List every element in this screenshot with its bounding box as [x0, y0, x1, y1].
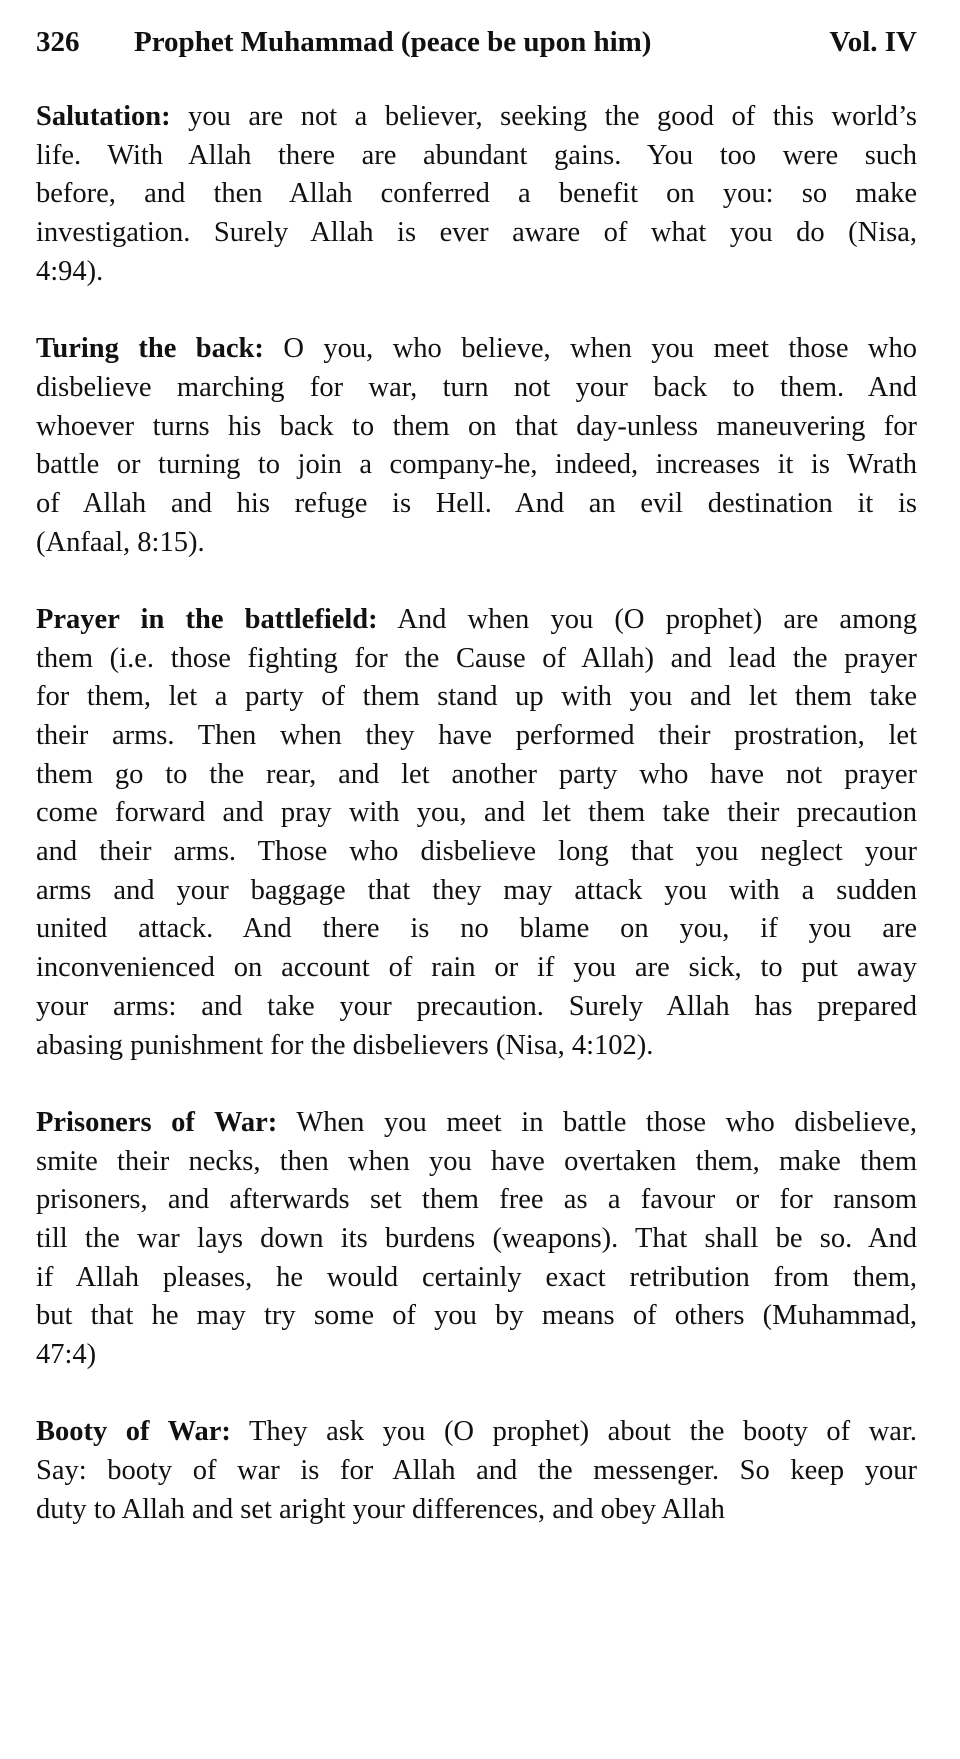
- text-line: [36, 253, 917, 292]
- paragraph-heading: Prayer in the battlefield:: [36, 603, 378, 635]
- line-text: O you, who believe, when you meet those who: [263, 333, 918, 365]
- text-line: [36, 408, 917, 447]
- line-text: whoever turns his back to them on that day-unless maneuvering for: [36, 410, 917, 442]
- text-line: [36, 756, 917, 795]
- line-text: disbelieve marching for war, turn not your back to them. And: [36, 371, 917, 403]
- line-text: (Anfaal, 8:15).: [36, 526, 205, 558]
- page-number: 326: [36, 26, 80, 58]
- text-line: [36, 175, 917, 214]
- paragraph: [36, 601, 917, 1065]
- text-line: [36, 949, 917, 988]
- line-text: duty to Allah and set aright your differences, and obey Allah: [36, 1493, 725, 1525]
- line-text: till the war lays down its burdens (weapons). That shall be so. And: [36, 1222, 917, 1254]
- text-line: [36, 524, 917, 563]
- paragraph-heading: Salutation:: [36, 101, 171, 132]
- volume-label: Vol. IV: [829, 26, 917, 58]
- line-text: smite their necks, then when you have overtaken them, make them: [36, 1145, 917, 1177]
- line-text: inconvenienced on account of rain or if you are sick, to put away: [36, 952, 917, 984]
- text-line: [36, 910, 917, 949]
- line-text: come forward and pray with you, and let them take their precaution: [36, 797, 917, 829]
- text-line: [36, 1452, 917, 1491]
- text-line: [36, 98, 917, 137]
- line-text: you are not a believer, seeking the good of this world’s: [170, 101, 917, 132]
- text-line: [36, 1181, 917, 1220]
- text-line: [36, 794, 917, 833]
- paragraph-heading: Turing the back:: [36, 333, 264, 365]
- running-header: [36, 26, 917, 66]
- line-text: and their arms. Those who disbelieve long that you neglect your: [36, 836, 917, 868]
- line-text: united attack. And there is no blame on you, if you are: [36, 913, 917, 945]
- line-text: but that he may try some of you by means of others (Muhammad,: [36, 1300, 917, 1332]
- text-line: [36, 872, 917, 911]
- text-line: [36, 1336, 917, 1375]
- line-text: if Allah pleases, he would certainly exact retribution from them,: [36, 1261, 917, 1293]
- paragraph: [36, 330, 917, 562]
- text-line: [36, 1259, 917, 1298]
- text-line: [36, 369, 917, 408]
- line-text: And when you (O prophet) are among: [377, 603, 917, 635]
- line-text: 4:94).: [36, 255, 104, 287]
- text-line: [36, 214, 917, 253]
- text-line: [36, 137, 917, 176]
- line-text: arms and your baggage that they may attack you with a sudden: [36, 874, 917, 906]
- text-line: [36, 678, 917, 717]
- text-line: [36, 1027, 917, 1066]
- text-line: [36, 717, 917, 756]
- paragraph: [36, 1104, 917, 1375]
- text-line: [36, 485, 917, 524]
- line-text: battle or turning to join a company-he, indeed, increases it is Wrath: [36, 449, 917, 481]
- line-text: of Allah and his refuge is Hell. And an evil destination it is: [36, 487, 917, 519]
- paragraph: [36, 98, 917, 291]
- line-text: for them, let a party of them stand up with you and let them take: [36, 681, 917, 713]
- running-title: Prophet Muhammad (peace be upon him): [134, 26, 652, 58]
- paragraph-heading: Booty of War:: [36, 1416, 231, 1448]
- line-text: life. With Allah there are abundant gains. You too were such: [36, 139, 917, 171]
- text-line: [36, 1297, 917, 1336]
- text-line: [36, 640, 917, 679]
- text-line: [36, 833, 917, 872]
- text-line: [36, 988, 917, 1027]
- line-text: When you meet in battle those who disbelieve,: [277, 1106, 917, 1138]
- text-line: [36, 601, 917, 640]
- text-line: [36, 1413, 917, 1452]
- line-text: them (i.e. those fighting for the Cause of Allah) and lead the prayer: [36, 642, 917, 674]
- text-line: [36, 1104, 917, 1143]
- paragraph-heading: Prisoners of War:: [36, 1106, 278, 1138]
- line-text: prisoners, and afterwards set them free as a favour or for ransom: [36, 1184, 917, 1216]
- text-line: [36, 330, 917, 369]
- line-text: them go to the rear, and let another party who have not prayer: [36, 758, 917, 790]
- text-line: [36, 446, 917, 485]
- line-text: their arms. Then when they have performed their prostration, let: [36, 720, 917, 751]
- text-line: [36, 1143, 917, 1182]
- text-line: [36, 1220, 917, 1259]
- paragraph: [36, 1413, 917, 1529]
- line-text: Say: booty of war is for Allah and the messenger. So keep your: [36, 1455, 917, 1487]
- text-line: [36, 1491, 917, 1530]
- line-text: 47:4): [36, 1339, 97, 1370]
- line-text: your arms: and take your precaution. Surely Allah has prepared: [36, 990, 917, 1022]
- line-text: They ask you (O prophet) about the booty of war.: [230, 1416, 917, 1448]
- line-text: investigation. Surely Allah is ever aware of what you do (Nisa,: [36, 217, 917, 249]
- line-text: before, and then Allah conferred a benefit on you: so make: [36, 178, 917, 210]
- line-text: abasing punishment for the disbelievers (Nisa, 4:102).: [36, 1029, 654, 1061]
- page-body: [36, 98, 917, 1568]
